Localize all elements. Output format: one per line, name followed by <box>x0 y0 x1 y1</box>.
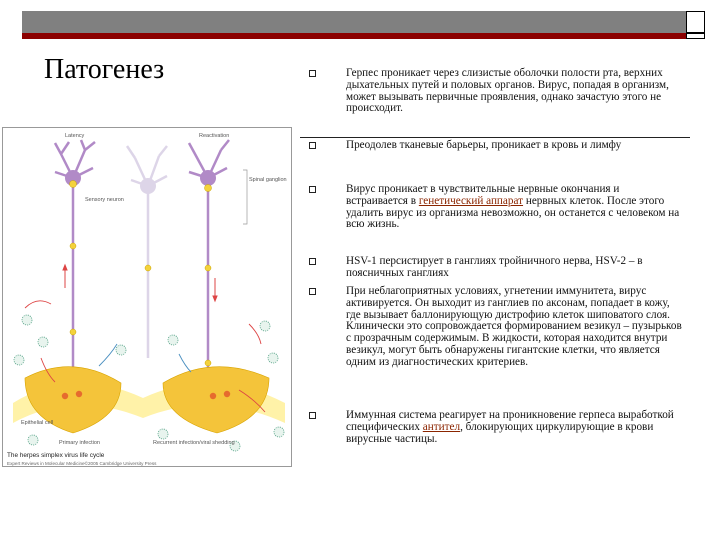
bullet-text-part: Иммунная система реагирует на проникновение герпеса выработкой специфических <box>346 409 674 433</box>
label-spinal-ganglion: Spinal ganglion <box>249 177 287 183</box>
bullet-text: HSV-1 персистирует в ганглиях тройничного нерва, HSV-2 – в поясничных ганглиях <box>346 255 643 279</box>
herpes-life-cycle-figure <box>2 127 292 467</box>
content-divider <box>300 137 690 138</box>
ganglion-bracket <box>243 170 247 224</box>
life-cycle-diagram <box>3 128 292 467</box>
label-latency: Latency <box>65 133 85 139</box>
neuron-faded-soma <box>140 178 156 194</box>
link-genetic-apparatus[interactable]: генетический аппарат <box>418 194 524 207</box>
label-recurrent-shedding: Recurrent infection/viral shedding <box>153 440 235 446</box>
label-sensory-neuron: Sensory neuron <box>85 197 124 203</box>
bullet-marker <box>309 288 316 295</box>
bullet-marker <box>309 70 316 77</box>
axon-virus-markers <box>70 181 212 367</box>
figure-source: Expert Reviews in Molecular Medicine©2005 Cambridge University Press <box>7 461 157 466</box>
header-bar <box>22 11 690 33</box>
neuron-faded <box>127 146 167 358</box>
bullet-text: При неблагоприятных условиях, угнетении иммунитета, вирус активируется. Он выходит из ганглиев по аксонам, попадает в кожу, где вызывает баллонирующую дистрофию клеток шиповатого слоя. Клинически это сопровождается формированием везикул – пузырьков с прозрачным содержимым. В жидкости, которая находится внутри везикул, могут быть обнаружены гигантские клетки, что является одним из диагностических критериев. <box>346 285 682 368</box>
bullet-marker <box>309 186 316 193</box>
bullet-text: Герпес проникает через слизистые оболочки полости рта, верхних дыхательных путей и половых органов. Вирус, попадая в организм, может вызывать первичные проявления, однако зачастую этого не происходит. <box>346 67 669 115</box>
label-epithelial-cell: Epithelial cell <box>21 420 54 426</box>
neuron-reactivation-soma <box>200 170 216 186</box>
bullet-marker <box>309 142 316 149</box>
figure-caption: The herpes simplex virus life cycle <box>7 452 105 459</box>
label-reactivation: Reactivation <box>199 133 230 139</box>
bullet-text <box>346 184 683 231</box>
slide-title: Патогенез <box>44 54 165 85</box>
header-rule <box>22 33 687 39</box>
header-rule-end <box>686 33 705 39</box>
bullet-marker <box>309 258 316 265</box>
label-primary-infection: Primary infection <box>59 440 100 446</box>
bullet-text-part: , блокирующих циркулирующие в крови вирусные частицы. <box>346 420 654 445</box>
bullet-text <box>346 410 683 445</box>
link-antibodies[interactable]: антител <box>422 420 461 433</box>
bullet-text: Преодолев тканевые барьеры, проникает в кровь и лимфу <box>346 139 622 151</box>
bullet-text-part: нервных клеток. После этого удалить вирус из организма невозможно, он останется с человеком на всю жизнь. <box>346 194 680 231</box>
transport-arrows <box>63 265 217 301</box>
bullet-marker <box>309 412 316 419</box>
bullet-text-part: Вирус проникает в чувствительные нервные окончания и встраивается в <box>346 183 620 207</box>
header-bar-end <box>686 11 705 33</box>
blue-arrows <box>99 344 191 372</box>
